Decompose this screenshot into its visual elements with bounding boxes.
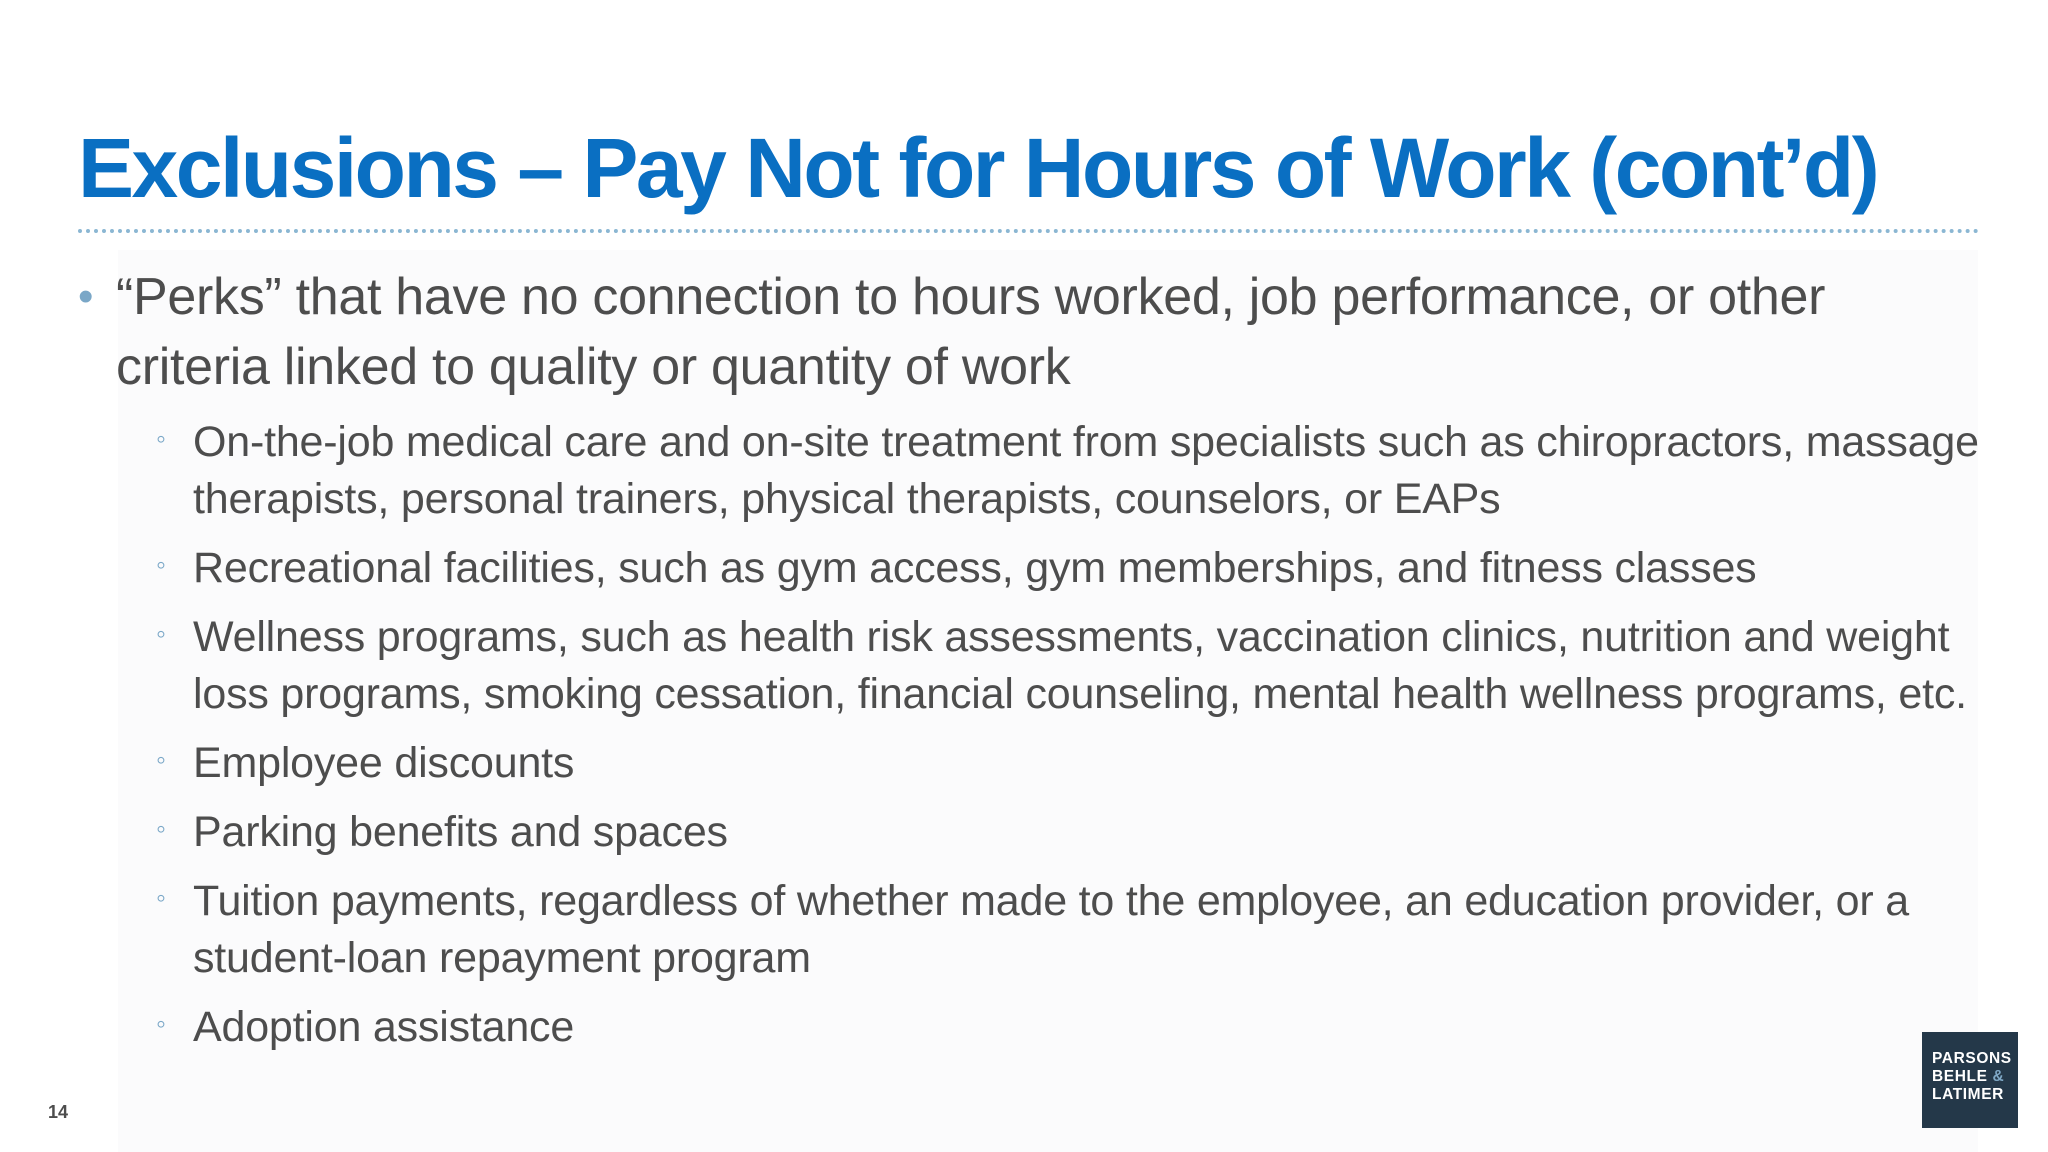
sub-bullet-text: On-the-job medical care and on-site treatment from specialists such as chiropractors, massage therapists, personal trainers, physical therapists, counselors, or EAPs (193, 418, 1979, 523)
sub-bullet-text: Tuition payments, regardless of whether made to the employee, an education provider, or a student-loan repayment program (193, 877, 1909, 982)
logo-word: BEHLE (1932, 1068, 1988, 1085)
sub-bullet-text: Wellness programs, such as health risk assessments, vaccination clinics, nutrition and weight loss programs, smoking cessation, financial counseling, mental health wellness programs, etc. (193, 613, 1967, 718)
firm-logo (1922, 1032, 2018, 1128)
sub-bullet-list (78, 414, 1988, 1056)
sub-bullet-item (78, 735, 1988, 792)
sub-bullet-item (78, 873, 1988, 987)
sub-bullet-marker: ◦ (156, 423, 166, 454)
bullet-item (78, 262, 1988, 402)
sub-bullet-item (78, 804, 1988, 861)
logo-line: LATIMER (1932, 1086, 2004, 1103)
page-number: 14 (48, 1102, 69, 1122)
sub-bullet-marker: ◦ (156, 813, 166, 844)
sub-bullet-text: Recreational facilities, such as gym access, gym memberships, and fitness classes (193, 544, 1757, 592)
sub-bullet-text: Adoption assistance (193, 1003, 575, 1051)
sub-bullet-marker: ◦ (156, 1008, 166, 1039)
sub-bullet-text: Employee discounts (193, 739, 575, 787)
logo-line: PARSONS (1932, 1050, 2012, 1067)
bullet-marker: • (78, 272, 94, 321)
sub-bullet-marker: ◦ (156, 882, 166, 913)
sub-bullet-item (78, 999, 1988, 1056)
sub-bullet-text: Parking benefits and spaces (193, 808, 728, 856)
bullet-list (78, 262, 1988, 1068)
sub-bullet-item (78, 540, 1988, 597)
title-divider (78, 229, 1980, 233)
logo-ampersand: & (1992, 1068, 2005, 1085)
logo-line (1932, 1068, 2018, 1086)
sub-bullet-marker: ◦ (156, 618, 166, 649)
bullet-text: “Perks” that have no connection to hours worked, job performance, or other criteria linked to quality or quantity of work (116, 268, 1826, 396)
slide-title: Exclusions – Pay Not for Hours of Work (cont’d) (78, 121, 1878, 215)
sub-bullet-marker: ◦ (156, 549, 166, 580)
sub-bullet-item (78, 609, 1988, 723)
sub-bullet-item (78, 414, 1988, 528)
sub-bullet-marker: ◦ (156, 744, 166, 775)
